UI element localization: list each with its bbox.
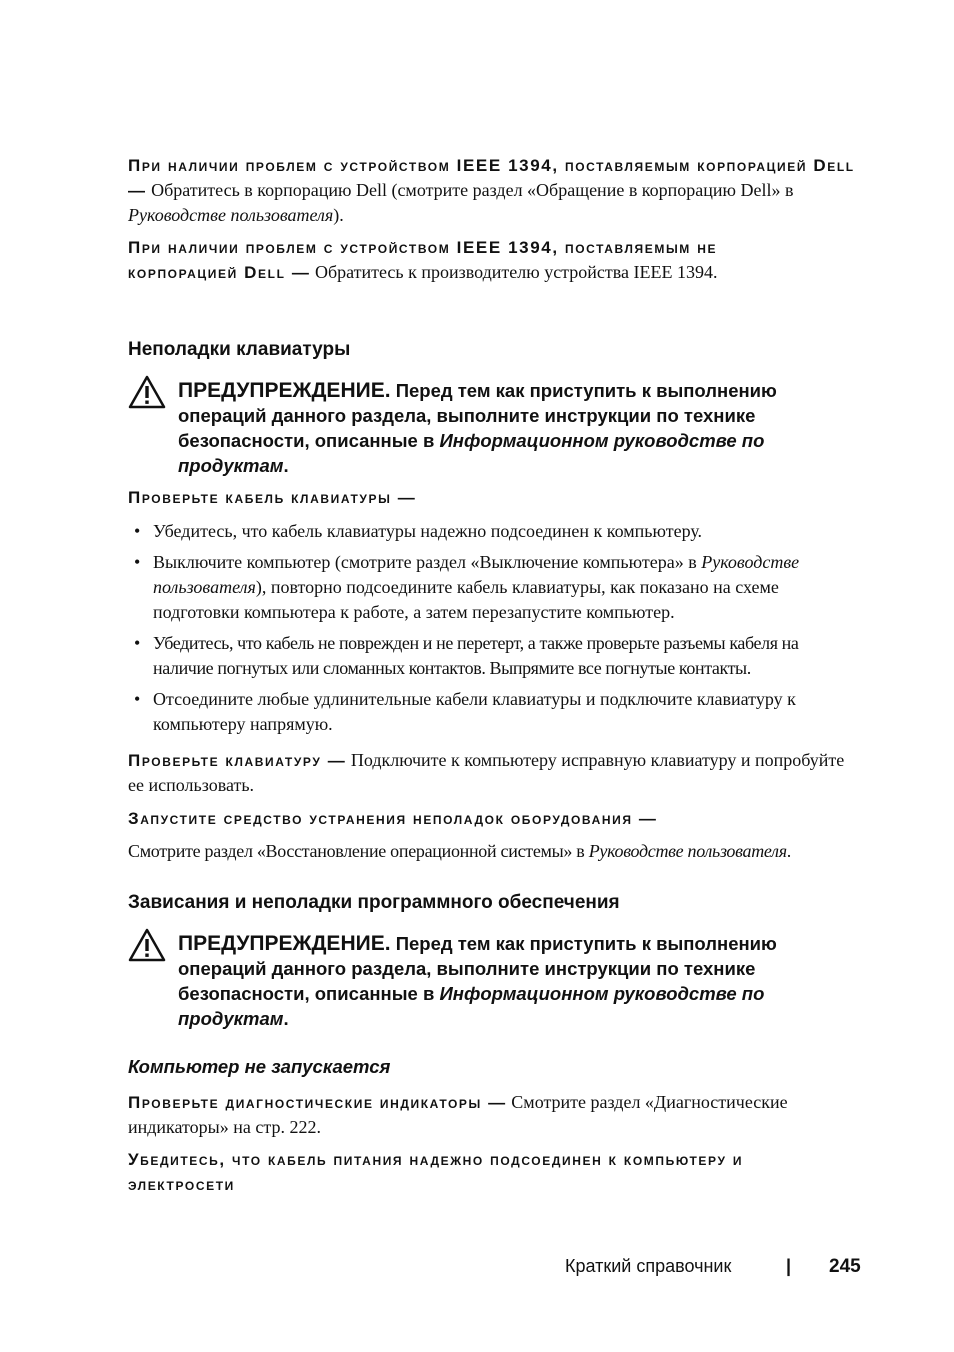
troubleshooter-text-end: . xyxy=(786,841,791,861)
warning-triangle-icon xyxy=(128,928,166,962)
check-keyboard-heading: Проверьте клавиатуру — xyxy=(128,751,347,770)
warning-end: . xyxy=(283,455,289,476)
list-item-text: Убедитесь, что кабель не поврежден и не перетерт, а также проверьте разъемы кабеля на наличие погнутых или сломанных контактов. Выпрямите все погнутые контакты. xyxy=(153,633,799,678)
list-item-text-end: ), повторно подсоедините кабель клавиатуры, как показано на схеме подготовки компьютера к работе, а затем перезапустите компьютер. xyxy=(153,577,779,622)
warning-body: Перед тем как приступить к выполнению операций данного раздела, выполните инструкции по технике безопасности, описанные в xyxy=(178,933,777,1004)
ieee-non-dell-paragraph xyxy=(128,235,788,285)
diag-text: Смотрите раздел «Диагностические индикаторы» на стр. 222. xyxy=(128,1092,788,1137)
list-item-text: Выключите компьютер (смотрите раздел «Выключение компьютера» в xyxy=(153,552,702,572)
troubleshooter-heading-block xyxy=(128,809,858,829)
list-item-italic: Руководстве пользователя xyxy=(153,552,800,597)
power-cable-paragraph xyxy=(128,1147,788,1197)
diag-paragraph xyxy=(128,1090,818,1140)
ieee-dell-paragraph xyxy=(128,153,858,228)
keyboard-section-title: Неполадки клавиатуры xyxy=(128,339,351,360)
list-item-text: Отсоедините любые удлинительные кабели клавиатуры и подключите клавиатуру к компьютеру напрямую. xyxy=(153,689,796,734)
footer-separator: | xyxy=(786,1256,792,1276)
check-keyboard-text: Подключите к компьютеру исправную клавиатуру и попробуйте ее использовать. xyxy=(128,750,845,795)
diag-heading: Проверьте диагностические индикаторы — xyxy=(128,1093,507,1112)
ieee-dell-text: Обратитесь в корпорацию Dell (смотрите раздел «Обращение в корпорацию Dell» в xyxy=(151,180,794,200)
footer-section-name: Краткий справочник xyxy=(565,1256,732,1276)
warning-label: ПРЕДУПРЕЖДЕНИЕ. xyxy=(178,379,391,402)
keyboard-bullet-list xyxy=(128,519,858,743)
troubleshooter-italic: Руководстве пользователя xyxy=(588,841,787,861)
warning-end: . xyxy=(283,1008,289,1029)
software-warning-text xyxy=(178,931,858,1031)
troubleshooter-heading: Запустите средство устранения неполадок оборудования — xyxy=(128,809,658,828)
check-cable-heading-block xyxy=(128,488,858,508)
warning-italic: Информационном руководстве по продуктам xyxy=(178,983,765,1029)
power-cable-heading: Убедитесь, что кабель питания надежно подсоединен к компьютеру и электросети xyxy=(128,1150,744,1194)
troubleshooter-text: Смотрите раздел «Восстановление операционной системы» в xyxy=(128,841,589,861)
computer-not-starting-heading: Компьютер не запускается xyxy=(128,1056,391,1077)
ieee-dell-heading: При наличии проблем с устройством IEEE 1394, поставляемым корпорацией Dell — xyxy=(128,156,855,200)
software-section-title: Зависания и неполадки программного обеспечения xyxy=(128,892,620,913)
warning-label: ПРЕДУПРЕЖДЕНИЕ. xyxy=(178,932,391,955)
keyboard-warning-text xyxy=(178,378,858,478)
check-cable-heading: Проверьте кабель клавиатуры — xyxy=(128,488,417,507)
ieee-non-dell-heading: При наличии проблем с устройством IEEE 1394, поставляемым не корпорацией Dell — xyxy=(128,238,718,282)
check-keyboard-paragraph xyxy=(128,748,858,798)
list-item: • Убедитесь, что кабель не поврежден и не перетерт, а также проверьте разъемы кабеля на наличие погнутых или сломанных контактов. Выпрямите все погнутые контакты. xyxy=(134,633,799,678)
troubleshooter-paragraph xyxy=(128,839,868,864)
list-item: • Отсоедините любые удлинительные кабели клавиатуры и подключите клавиатуру к компьютеру напрямую. xyxy=(134,689,796,734)
warning-triangle-icon xyxy=(128,375,166,409)
list-item: • Убедитесь, что кабель клавиатуры надежно подсоединен к компьютеру. xyxy=(134,521,703,541)
ieee-dell-italic: Руководстве пользователя xyxy=(128,205,334,225)
warning-body: Перед тем как приступить к выполнению операций данного раздела, выполните инструкции по технике безопасности, описанные в xyxy=(178,380,777,451)
page-number: 245 xyxy=(829,1256,861,1277)
warning-italic: Информационном руководстве по продуктам xyxy=(178,430,765,476)
ieee-dell-text-end: ). xyxy=(333,205,344,225)
list-item-text: Убедитесь, что кабель клавиатуры надежно подсоединен к компьютеру. xyxy=(153,521,703,541)
list-item: • Выключите компьютер (смотрите раздел «Выключение компьютера» в Руководстве пользователя), повторно подсоедините кабель клавиатуры, как показано на схеме подготовки компьютера к работе, а затем перезапустите компьютер. xyxy=(134,552,800,622)
ieee-non-dell-text: Обратитесь к производителю устройства IEEE 1394. xyxy=(314,262,718,282)
